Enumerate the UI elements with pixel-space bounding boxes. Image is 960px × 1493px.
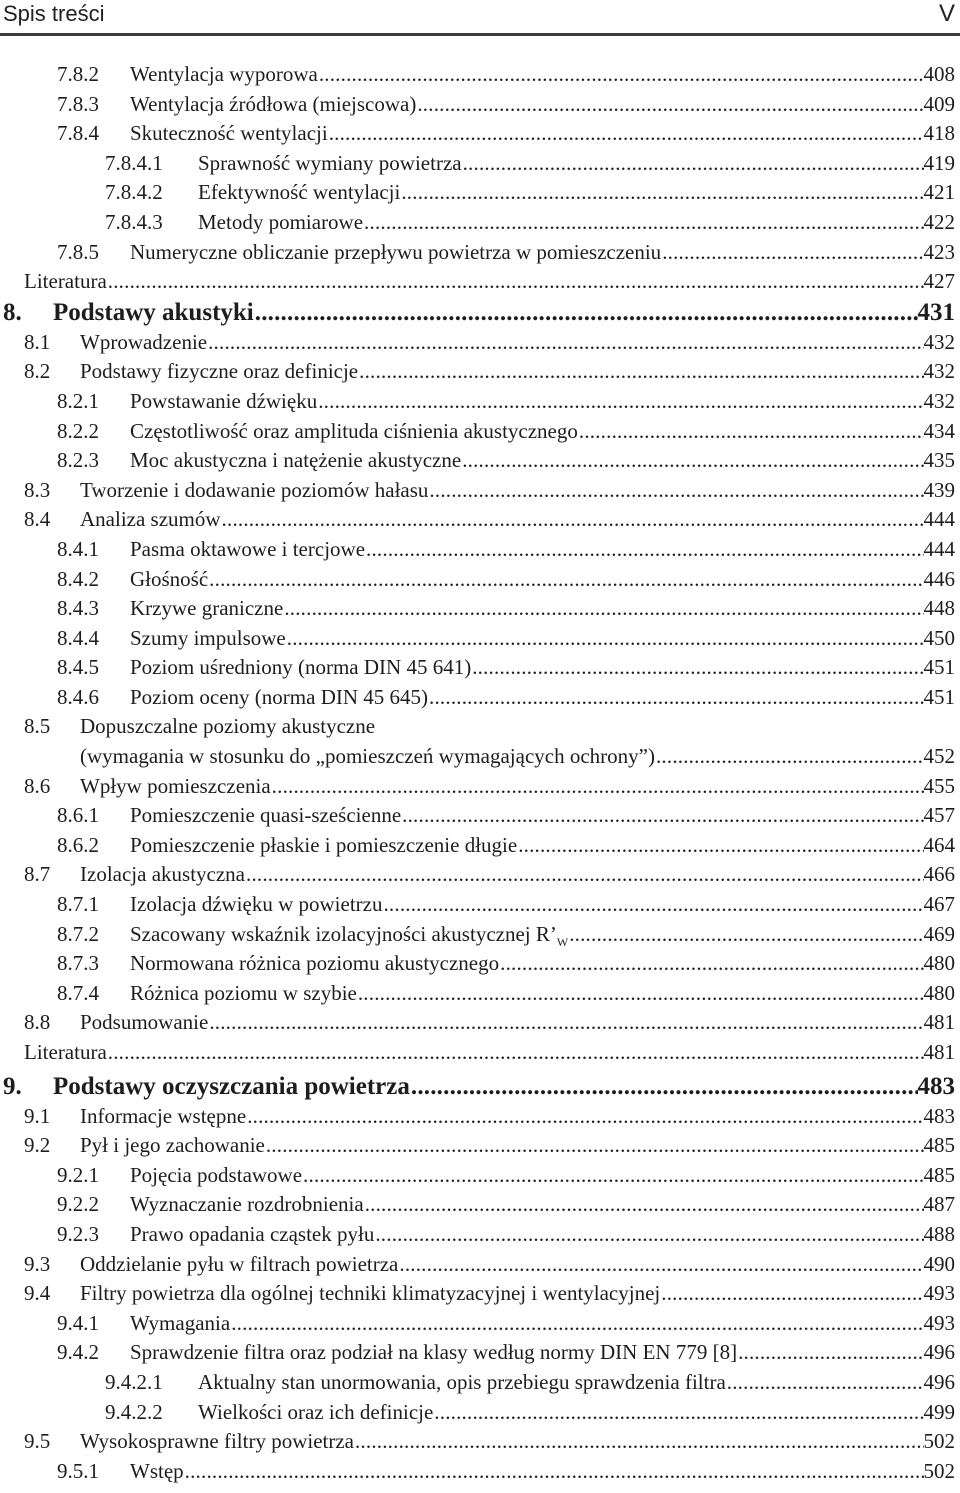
toc-entry-number: 8.2.2 [57,418,99,443]
toc-entry-page-number: 493 [923,1310,955,1335]
toc-entry-page-number: 444 [923,507,955,532]
dot-leader [655,742,924,772]
toc-entry-title [198,1398,433,1428]
toc-entry[interactable] [0,505,960,535]
toc-entry-title [130,979,357,1009]
toc-entry-title [130,119,328,149]
toc-entry[interactable] [0,1338,960,1368]
dot-leader [428,683,923,713]
toc-entry-title-text: Podstawy oczyszczania powietrza [53,1072,410,1100]
toc-entry-page-number: 427 [923,269,955,294]
toc-entry-number: 7.8.3 [57,91,99,116]
toc-entry-title-text: Wyznaczanie rozdrobnienia [130,1192,364,1217]
toc-entry-title-text: Wymagania [130,1310,231,1335]
dot-leader [246,1102,923,1132]
toc-entry-title [80,1427,354,1457]
toc-entry-number: 9.4.1 [57,1310,99,1335]
toc-entry-page-number: 423 [923,239,955,264]
toc-entry-page-number: 435 [923,448,955,473]
toc-entry[interactable] [0,979,960,1009]
toc-entry-title-text: Wielkości oraz ich definicje [198,1399,434,1424]
toc-entry-page-number: 483 [917,1072,955,1100]
toc-entry-title-text: Prawo opadania cząstek pyłu [130,1221,375,1246]
toc-entry-title-text: Numeryczne obliczanie przepływu powietrza w pomieszczeniu [130,239,662,264]
dot-leader [184,1457,924,1487]
toc-entry[interactable] [0,565,960,595]
dot-leader [271,772,924,802]
toc-entry-title [198,149,462,179]
toc-entry[interactable] [0,1250,960,1280]
toc-entry-number: 8.4.1 [57,536,99,561]
table-of-contents [0,60,960,1486]
toc-entry-title-text: Wysokosprawne filtry powietrza [80,1429,354,1454]
toc-entry-page-number: 481 [923,1010,955,1035]
dot-leader [365,535,923,565]
toc-entry-title-text: (wymagania w stosunku do „pomieszczeń wymagających ochrony”) [80,744,655,769]
toc-entry-number: 9.2.1 [57,1162,99,1187]
toc-entry-number: 9.4.2.2 [105,1399,163,1424]
toc-entry-number: 8.6.1 [57,803,99,828]
toc-entry[interactable] [0,119,960,149]
dot-leader [661,238,923,268]
toc-entry-title-text: Informacje wstępne [80,1103,247,1128]
toc-entry-page-number: 455 [923,773,955,798]
toc-entry-number: 8.4.4 [57,625,99,650]
toc-entry-number: 7.8.5 [57,239,99,264]
toc-entry[interactable] [0,267,960,297]
toc-entry-title [130,1220,374,1250]
toc-entry-page-number: 431 [917,298,955,326]
toc-entry-title-text: Szumy impulsowe [130,625,286,650]
dot-leader [400,178,923,208]
toc-entry-title [198,208,363,238]
toc-entry-page-number: 418 [923,121,955,146]
dot-leader [374,1220,923,1250]
toc-entry-title [80,742,655,772]
toc-entry-title [24,267,107,297]
toc-entry-number: 8.2.3 [57,448,99,473]
toc-entry[interactable] [0,1008,960,1038]
dot-leader [254,297,918,328]
toc-entry-title [130,624,286,654]
toc-entry-number: 8.6.2 [57,832,99,857]
toc-entry-title [130,446,461,476]
dot-leader [398,1250,923,1280]
toc-entry-title-text: Krzywe graniczne [130,596,284,621]
toc-entry-number: 9. [3,1072,22,1100]
toc-entry-title-text: Pomieszczenie quasi-sześcienne [130,803,402,828]
toc-entry-page-number: 422 [923,209,955,234]
toc-entry-number: 8.7 [24,862,51,887]
toc-entry[interactable] [0,1102,960,1132]
dot-leader [107,267,924,297]
toc-entry-number: 9.2.3 [57,1221,99,1246]
toc-entry-number: 9.4.2 [57,1340,99,1365]
dot-leader [364,1190,924,1220]
toc-entry-title [80,505,221,535]
dot-leader [517,831,923,861]
toc-entry-title-text: Wpływ pomieszczenia [80,773,271,798]
dot-leader [660,1279,923,1309]
toc-entry-page-number: 448 [923,596,955,621]
toc-entry-title-text: Tworzenie i dodawanie poziomów hałasu [80,477,429,502]
toc-entry[interactable] [0,1457,960,1487]
toc-entry-title-text: Podsumowanie [80,1010,209,1035]
dot-leader [318,60,924,90]
dot-leader [410,1071,918,1102]
toc-entry-page-number: 467 [923,892,955,917]
toc-entry-title-text: Efektywność wentylacji [198,180,401,205]
toc-entry-title-text: Podstawy akustyki [53,298,254,326]
toc-entry-title-text: Wentylacja wyporowa [130,62,318,86]
dot-leader [107,1038,924,1068]
toc-entry-title-text: Wstęp [130,1458,184,1483]
toc-entry-title-text: Literatura [24,269,107,294]
toc-entry-title [80,328,207,358]
dot-leader [363,208,923,238]
dot-leader [230,1309,923,1339]
toc-entry-page-number: 409 [923,91,955,116]
toc-entry-title-text: Izolacja dźwięku w powietrzu [130,892,383,917]
toc-entry-title [80,860,245,890]
toc-entry-number: 8.4 [24,507,51,532]
toc-entry-title-text: Sprawdzenie filtra oraz podział na klasy według normy DIN EN 779 [8] [130,1340,738,1365]
toc-entry[interactable] [0,208,960,238]
toc-entry-title [80,357,358,387]
toc-entry[interactable] [0,328,960,358]
toc-entry-title-text: Wprowadzenie [80,329,208,354]
toc-entry-page-number: 408 [923,62,955,86]
toc-entry[interactable] [0,1161,960,1191]
toc-entry-number: 7.8.4.2 [105,180,163,205]
toc-entry-number: 7.8.4.1 [105,150,163,175]
toc-entry-title [130,90,416,120]
dot-leader [461,446,923,476]
toc-entry-page-number: 446 [923,566,955,591]
toc-entry-page-number: 444 [923,536,955,561]
toc-entry-title [80,772,271,802]
toc-entry-number: 9.4.2.1 [105,1369,163,1394]
toc-entry-title-text: Normowana różnica poziomu akustycznego [130,951,500,976]
toc-entry[interactable] [0,1131,960,1161]
toc-entry-title [80,476,428,506]
dot-leader [382,890,923,920]
toc-entry-page-number: 452 [923,744,955,769]
toc-entry[interactable] [0,1398,960,1428]
toc-entry-number: 9.1 [24,1103,51,1128]
dot-leader [265,1131,924,1161]
dot-leader [499,949,923,979]
dot-leader [283,594,923,624]
toc-entry-title [198,178,400,208]
toc-entry[interactable] [0,149,960,179]
toc-entry[interactable] [0,1368,960,1398]
toc-entry-title-text: Pojęcia podstawowe [130,1162,303,1187]
toc-entry-number: 8.4.2 [57,566,99,591]
toc-entry-title [80,1131,265,1161]
toc-entry-title-text: Filtry powietrza dla ogólnej techniki klimatyzacyjnej i wentylacyjnej [80,1281,661,1306]
toc-entry-page-number: 451 [923,684,955,709]
toc-entry[interactable] [0,860,960,890]
toc-entry-title-text: Skuteczność wentylacji [130,121,328,146]
toc-entry-title [130,565,208,595]
toc-entry-title [130,949,499,979]
toc-entry[interactable] [0,831,960,861]
toc-entry-title [130,417,578,447]
dot-leader [416,90,923,120]
toc-entry-title-line1: Dopuszczalne poziomy akustyczne [80,714,376,739]
toc-entry-title-text: Różnica poziomu w szybie [130,980,357,1005]
toc-entry-title [130,1338,737,1368]
toc-entry-number: 8.4.5 [57,655,99,680]
toc-entry-title-text: Pył i jego zachowanie [80,1133,265,1158]
dot-leader [317,387,923,417]
dot-leader [302,1161,923,1191]
toc-entry-title-text: Pasma oktawowe i tercjowe [130,536,366,561]
toc-entry-number: 8.7.4 [57,980,99,1005]
toc-entry[interactable] [0,476,960,506]
toc-entry[interactable] [0,712,960,771]
toc-entry-page-number: 469 [923,921,955,946]
toc-entry[interactable] [0,624,960,654]
toc-entry[interactable] [0,535,960,565]
toc-entry-page-number: 493 [923,1281,955,1306]
toc-entry-title [130,920,568,950]
toc-entry-title-text: Podstawy fizyczne oraz definicje [80,359,359,384]
toc-entry-title [198,1368,726,1398]
toc-entry-number: 9.2 [24,1133,51,1158]
toc-entry-title [130,1309,230,1339]
dot-leader [428,476,923,506]
toc-entry-number: 8.4.6 [57,684,99,709]
toc-entry-number: 9.3 [24,1251,51,1276]
toc-entry-title [53,1071,410,1102]
toc-entry-page-number: 502 [923,1458,955,1483]
dot-leader [401,801,923,831]
toc-entry[interactable] [0,949,960,979]
dot-leader [208,1008,923,1038]
toc-entry-number: 8.2.1 [57,388,99,413]
toc-entry-number: 8.2 [24,359,51,384]
dot-leader [328,119,924,149]
toc-entry[interactable] [0,178,960,208]
toc-entry[interactable] [0,653,960,683]
toc-entry-number: 7.8.4 [57,121,99,146]
toc-entry-title-text: Sprawność wymiany powietrza [198,150,462,175]
toc-entry-title [130,60,318,90]
dot-leader [208,565,923,595]
toc-entry[interactable] [0,920,960,950]
toc-chapter-entry[interactable] [0,297,960,328]
toc-entry-page-number: 502 [923,1429,955,1454]
running-head-page-number: V [938,0,955,27]
toc-entry-title-text: Głośność [130,566,209,591]
toc-entry-title-text: Oddzielanie pyłu w filtrach powietrza [80,1251,399,1276]
toc-entry-title [80,1279,660,1309]
toc-entry-title-text: Aktualny stan unormowania, opis przebiegu sprawdzenia filtra [198,1369,726,1394]
toc-entry-page-number: 490 [923,1251,955,1276]
toc-entry-page-number: 451 [923,655,955,680]
toc-entry[interactable] [0,417,960,447]
toc-entry-number: 7.8.2 [57,62,99,86]
dot-leader [221,505,924,535]
toc-entry[interactable] [0,1427,960,1457]
toc-entry-title-text: Literatura [24,1040,107,1064]
toc-entry[interactable] [0,594,960,624]
toc-entry-number: 9.5.1 [57,1458,99,1483]
toc-entry-title [130,1190,364,1220]
toc-entry-page-number: 496 [923,1369,955,1394]
toc-entry-page-number: 480 [923,951,955,976]
toc-entry-title-text: Wentylacja źródłowa (miejscowa) [130,91,417,116]
toc-entry-title [130,535,365,565]
toc-entry-page-number: 480 [923,980,955,1005]
toc-entry-number: 8.4.3 [57,596,99,621]
toc-entry-title [80,1102,246,1132]
toc-entry-title [130,1457,184,1487]
dot-leader [433,1398,923,1428]
toc-entry-number: 9.5 [24,1429,51,1454]
dot-leader [357,979,924,1009]
toc-entry[interactable] [0,357,960,387]
toc-entry-title-text: Powstawanie dźwięku [130,388,318,413]
toc-entry[interactable] [0,772,960,802]
toc-entry-page-number: 496 [923,1340,955,1365]
toc-entry-page-number: 432 [923,359,955,384]
toc-entry-title [130,801,401,831]
toc-entry-page-number: 457 [923,803,955,828]
toc-entry-page-number: 485 [923,1133,955,1158]
toc-entry-title [24,1038,107,1068]
dot-leader [245,860,924,890]
toc-entry-page-number: 481 [923,1040,955,1064]
toc-entry-page-number: 487 [923,1192,955,1217]
toc-entry-title-text: Metody pomiarowe [198,209,364,234]
toc-entry-number: 8.7.2 [57,921,99,946]
toc-entry-title-text: Poziom oceny (norma DIN 45 645) [130,684,429,709]
toc-entry-page-number: 483 [923,1103,955,1128]
toc-entry-number: 7.8.4.3 [105,209,163,234]
toc-entry-title-text: Izolacja akustyczna [80,862,245,887]
toc-entry[interactable] [0,60,960,90]
toc-entry-number: 8.3 [24,477,51,502]
toc-entry-number: 8.5 [24,714,51,739]
toc-entry-page-number: 419 [923,150,955,175]
toc-entry-number: 8.1 [24,329,51,354]
toc-entry-number: 8.6 [24,773,51,798]
toc-entry-title-text: Analiza szumów [80,507,221,532]
toc-entry-title-text: Częstotliwość oraz amplituda ciśnienia akustycznego [130,418,578,443]
toc-entry-number: 8.8 [24,1010,51,1035]
toc-entry-page-number: 499 [923,1399,955,1424]
toc-entry[interactable] [0,446,960,476]
running-head-title: Spis treści [3,1,105,26]
toc-entry-title-subscript: W [556,934,569,949]
toc-entry[interactable] [0,801,960,831]
dot-leader [568,920,923,950]
toc-entry-number: 9.2.2 [57,1192,99,1217]
toc-entry-title [130,387,317,417]
running-head [0,0,960,36]
toc-entry-page-number: 450 [923,625,955,650]
toc-entry[interactable] [0,387,960,417]
toc-entry-number: 8.7.1 [57,892,99,917]
dot-leader [286,624,924,654]
toc-entry[interactable] [0,683,960,713]
dot-leader [358,357,923,387]
toc-entry-number: 9.4 [24,1281,51,1306]
toc-entry[interactable] [0,238,960,268]
toc-chapter-entry[interactable] [0,1071,960,1102]
toc-entry[interactable] [0,1038,960,1068]
dot-leader [578,417,924,447]
toc-entry-page-number: 421 [923,180,955,205]
toc-entry-page-number: 464 [923,832,955,857]
toc-entry[interactable] [0,90,960,120]
toc-entry[interactable] [0,1309,960,1339]
toc-entry-title-text: Poziom uśredniony (norma DIN 45 641) [130,655,472,680]
toc-entry-page-number: 488 [923,1221,955,1246]
toc-entry-title [130,890,382,920]
toc-entry-page-number: 466 [923,862,955,887]
toc-entry-number: 8.7.3 [57,951,99,976]
toc-entry-number: 8. [3,298,22,326]
toc-entry[interactable] [0,1279,960,1309]
toc-entry[interactable] [0,890,960,920]
toc-entry[interactable] [0,1190,960,1220]
toc-entry[interactable] [0,1220,960,1250]
dot-leader [354,1427,924,1457]
dot-leader [207,328,923,358]
toc-entry-title [80,1008,208,1038]
toc-entry-title-text: Moc akustyczna i natężenie akustyczne [130,448,462,473]
toc-entry-title [53,297,254,328]
toc-entry-title-text: Szacowany wskaźnik izolacyjności akustycznej R’ [130,921,557,946]
dot-leader [726,1368,924,1398]
toc-entry-title [130,831,517,861]
toc-entry-page-number: 432 [923,388,955,413]
toc-entry-title [130,653,471,683]
toc-entry-page-number: 485 [923,1162,955,1187]
toc-entry-title [130,238,661,268]
toc-entry-page-number: 439 [923,477,955,502]
toc-entry-page-number: 432 [923,329,955,354]
toc-entry-title [80,1250,398,1280]
dot-leader [462,149,924,179]
toc-entry-title [130,1161,302,1191]
dot-leader [737,1338,923,1368]
dot-leader [471,653,923,683]
toc-entry-title-text: Pomieszczenie płaskie i pomieszczenie długie [130,832,518,857]
toc-entry-title [130,683,428,713]
toc-entry-title [130,594,283,624]
toc-entry-page-number: 434 [923,418,955,443]
